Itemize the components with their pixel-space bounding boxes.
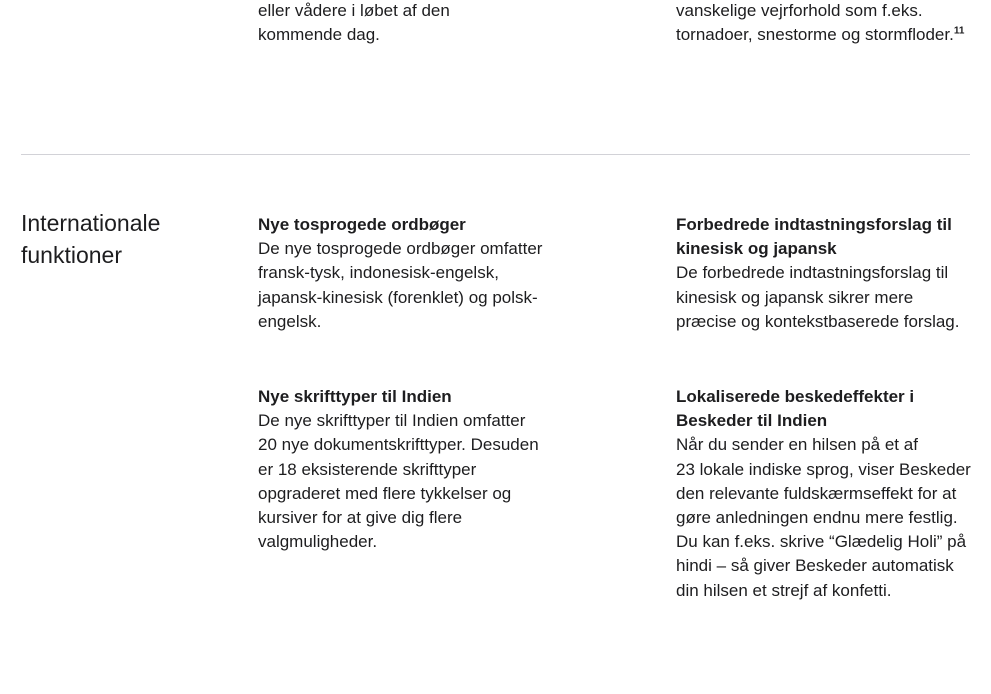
feature-body-line: den relevante fuldskærmseffekt for at: [676, 483, 957, 503]
feature-body-line: valgmuligheder.: [258, 532, 378, 552]
feature-bilingual-dictionaries: [258, 213, 558, 334]
feature-input-suggestions: [676, 213, 976, 334]
feature-body-line: Du kan f.eks. skrive “Glædelig Holi” på: [676, 532, 967, 552]
text-line: vanskelige vejrforhold som f.eks.: [676, 1, 923, 20]
previous-feature-text: [258, 0, 558, 47]
feature-body-line: 20 nye dokumentskrifttyper. Desuden: [258, 435, 539, 455]
feature-body-line: 23 lokale indiske sprog, viser Beskeder: [676, 459, 971, 479]
feature-body-line: præcise og kontekstbaserede forslag.: [676, 311, 960, 331]
feature-body-line: gøre anledningen endnu mere festlig.: [676, 508, 958, 528]
feature-body-line: hindi – så giver Beskeder automatisk: [676, 556, 954, 576]
feature-body-line: fransk-tysk, indonesisk-engelsk,: [258, 263, 499, 283]
previous-feature-text-right: [676, 0, 976, 47]
feature-title: Beskeder til Indien: [676, 411, 828, 431]
feature-title: Forbedrede indtastningsforslag til: [676, 215, 952, 234]
feature-body-line: engelsk.: [258, 311, 322, 331]
feature-body-line: din hilsen et strejf af konfetti.: [676, 580, 892, 600]
heading-line: funktioner: [21, 241, 123, 268]
feature-body-line: kinesisk og japansk sikrer mere: [676, 287, 914, 307]
feature-body-line: er 18 eksisterende skrifttyper: [258, 459, 477, 479]
text-line: eller vådere i løbet af den: [258, 1, 450, 20]
feature-body-line: De nye tosprogede ordbøger omfatter: [258, 239, 543, 259]
feature-message-effects: [676, 385, 976, 603]
feature-body-line: De forbedrede indtastningsforslag til: [676, 263, 949, 283]
feature-title: kinesisk og japansk: [676, 239, 837, 259]
section-divider: [21, 154, 970, 155]
feature-title: Nye tosprogede ordbøger: [258, 215, 466, 234]
text-line-content: tornadoer, snestorme og stormfloder.: [676, 25, 954, 45]
text-line: [676, 23, 976, 47]
feature-body-line: japansk-kinesisk (forenklet) og polsk-: [258, 287, 538, 307]
feature-body-line: Når du sender en hilsen på et af: [676, 435, 918, 455]
text-line: kommende dag.: [258, 25, 380, 45]
feature-body-line: opgraderet med flere tykkelser og: [258, 483, 512, 503]
feature-indian-fonts: [258, 385, 558, 554]
feature-title: Nye skrifttyper til Indien: [258, 387, 452, 406]
footnote-marker[interactable]: 11: [953, 25, 965, 37]
section-heading: [21, 208, 221, 271]
feature-body-line: De nye skrifttyper til Indien omfatter: [258, 411, 526, 431]
feature-body-line: kursiver for at give dig flere: [258, 508, 463, 528]
heading-line: Internationale: [21, 210, 161, 236]
feature-title: Lokaliserede beskedeffekter i: [676, 387, 915, 406]
